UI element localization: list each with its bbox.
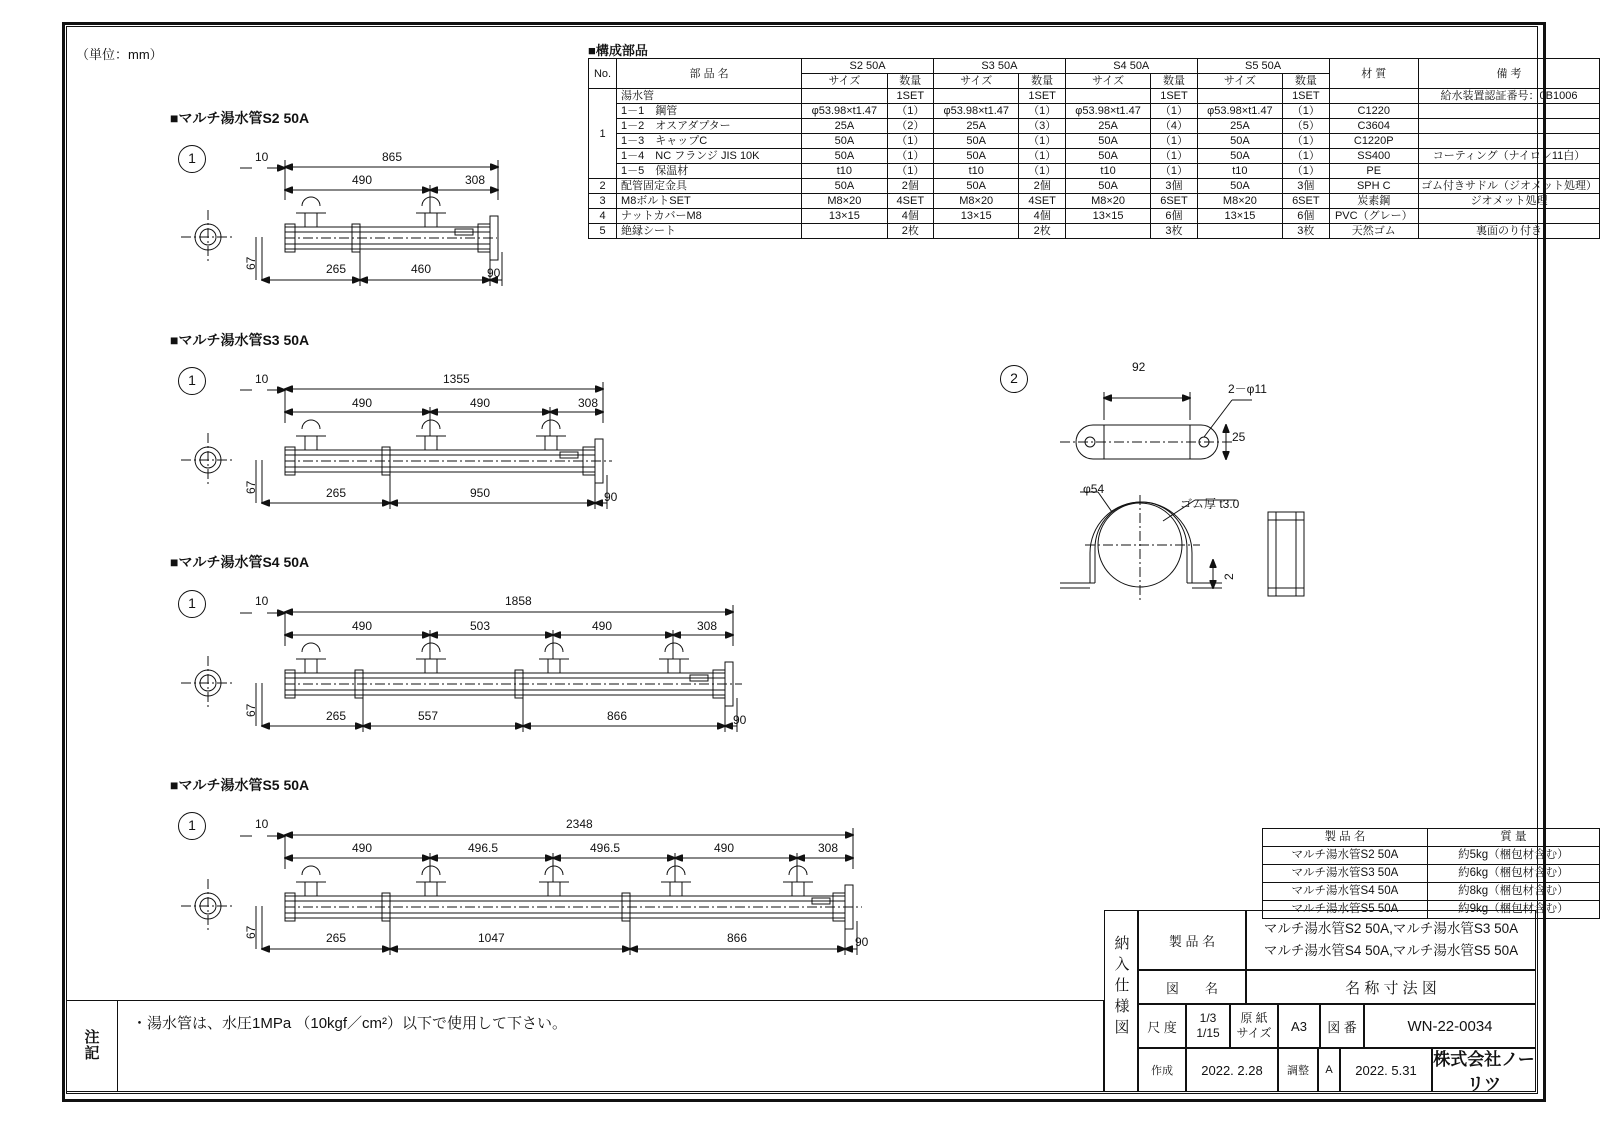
weight-table-row bbox=[1263, 883, 1600, 901]
number-label: 図 番 bbox=[1327, 1019, 1357, 1035]
parts-row-name: ナットカバーM8 bbox=[617, 209, 802, 224]
weight-row-name: マルチ湯水管S3 50A bbox=[1263, 865, 1428, 883]
parts-row-material: SS400 bbox=[1329, 149, 1419, 164]
dim-s2-total: 865 bbox=[382, 150, 403, 164]
parts-cell-5: （1） bbox=[1151, 149, 1197, 164]
parts-row-name: 配管固定金具 bbox=[617, 179, 802, 194]
scale-label: 尺 度 bbox=[1147, 1019, 1177, 1035]
drawing-label-s2: ■マルチ湯水管S2 50A bbox=[170, 110, 310, 126]
product-name-box bbox=[1246, 910, 1536, 970]
parts-row-name: 1－1 鋼管 bbox=[617, 104, 802, 119]
parts-cell-7: （1） bbox=[1283, 134, 1329, 149]
dim-s5-top-0: 490 bbox=[352, 841, 373, 855]
parts-cell-1: 4個 bbox=[887, 209, 933, 224]
parts-cell-5: （1） bbox=[1151, 134, 1197, 149]
parts-cell-4: 50A bbox=[1065, 179, 1151, 194]
parts-cell-3: 4個 bbox=[1019, 209, 1065, 224]
created-value-box bbox=[1186, 1048, 1278, 1092]
parts-cell-3: 2枚 bbox=[1019, 224, 1065, 239]
drawing-label-s3: ■マルチ湯水管S3 50A bbox=[170, 332, 310, 348]
subcol-qty-s4: 数量 bbox=[1151, 74, 1197, 89]
drawing-label: 図 名 bbox=[1165, 980, 1218, 996]
dim-s5-end: 90 bbox=[855, 935, 869, 949]
revised-label-box bbox=[1278, 1048, 1318, 1092]
dim-s3-top-0: 490 bbox=[352, 396, 373, 410]
drawing-label-s4: ■マルチ湯水管S4 50A bbox=[170, 554, 310, 570]
note-text: ・湯水管は、水圧1MPa （10kgf／cm²）以下で使用して下さい。 bbox=[132, 1015, 568, 1032]
dim-s2-bot-1: 460 bbox=[411, 262, 432, 276]
parts-cell-0: M8×20 bbox=[802, 194, 888, 209]
created-value: 2022. 2.28 bbox=[1201, 1062, 1263, 1078]
parts-cell-1: 1SET bbox=[887, 89, 933, 104]
dim-s4-top-2: 490 bbox=[592, 619, 613, 633]
parts-cell-3: （1） bbox=[1019, 134, 1065, 149]
parts-cell-2: t10 bbox=[933, 164, 1019, 179]
subcol-size-s4: サイズ bbox=[1065, 74, 1151, 89]
dim-s2-height: 67 bbox=[244, 256, 258, 270]
parts-cell-0: t10 bbox=[802, 164, 888, 179]
parts-row-name: 1－4 NC フランジ JIS 10K bbox=[617, 149, 802, 164]
parts-cell-6: 50A bbox=[1197, 179, 1283, 194]
subcol-size-s3: サイズ bbox=[933, 74, 1019, 89]
dim-s5-height: 67 bbox=[244, 925, 258, 939]
col-group-s2: S2 50A bbox=[802, 59, 934, 74]
parts-cell-4: 50A bbox=[1065, 149, 1151, 164]
scale-value-2: 1/15 bbox=[1196, 1026, 1220, 1040]
dim-s3-top-1: 490 bbox=[470, 396, 491, 410]
dim-s4-total: 1858 bbox=[505, 594, 532, 608]
parts-row-remark: コーティング（ナイロン11白） bbox=[1419, 149, 1600, 164]
weight-col-name: 製 品 名 bbox=[1263, 829, 1428, 847]
parts-table-title: ■構成部品 bbox=[588, 43, 648, 58]
parts-cell-7: 3枚 bbox=[1283, 224, 1329, 239]
parts-row-remark: 給水装置認証番号：0B1006 bbox=[1419, 89, 1600, 104]
weight-row-name: マルチ湯水管S2 50A bbox=[1263, 847, 1428, 865]
parts-cell-0: 50A bbox=[802, 134, 888, 149]
parts-cell-0: 50A bbox=[802, 179, 888, 194]
parts-cell-6: 25A bbox=[1197, 119, 1283, 134]
col-material: 材 質 bbox=[1329, 59, 1419, 89]
company-box bbox=[1432, 1048, 1536, 1092]
scale-value-box bbox=[1186, 1004, 1230, 1048]
dim-s5-top-4: 308 bbox=[818, 841, 839, 855]
dim-s5-top-3: 490 bbox=[714, 841, 735, 855]
col-group-s3: S3 50A bbox=[933, 59, 1065, 74]
parts-cell-5: 6個 bbox=[1151, 209, 1197, 224]
parts-cell-0: 13×15 bbox=[802, 209, 888, 224]
revised-label: 調整 bbox=[1287, 1065, 1309, 1077]
parts-cell-0: 25A bbox=[802, 119, 888, 134]
subcol-size-s2: サイズ bbox=[802, 74, 888, 89]
parts-row-material: 天然ゴム bbox=[1329, 224, 1419, 239]
parts-cell-2: 50A bbox=[933, 149, 1019, 164]
revised-value: 2022. 5.31 bbox=[1355, 1062, 1417, 1078]
dim-s2-end: 90 bbox=[487, 266, 501, 280]
parts-cell-0: φ53.98×t1.47 bbox=[802, 104, 888, 119]
weight-row-value: 約5kg（梱包材含む） bbox=[1427, 847, 1599, 865]
weight-row-value: 約6kg（梱包材含む） bbox=[1427, 865, 1599, 883]
parts-row-name: 絶縁シート bbox=[617, 224, 802, 239]
dim-s4-top-0: 490 bbox=[352, 619, 373, 633]
subcol-qty-s5: 数量 bbox=[1283, 74, 1329, 89]
col-group-s5: S5 50A bbox=[1197, 59, 1329, 74]
dim-bracket-thickness: 2 bbox=[1222, 573, 1236, 580]
dim-s4-height: 67 bbox=[244, 703, 258, 717]
title-side-label-box bbox=[1104, 910, 1138, 1092]
parts-cell-5: 3個 bbox=[1151, 179, 1197, 194]
subcol-size-s5: サイズ bbox=[1197, 74, 1283, 89]
dim-s3-bot-1: 950 bbox=[470, 486, 491, 500]
parts-cell-1: 2個 bbox=[887, 179, 933, 194]
weight-table-row bbox=[1263, 847, 1600, 865]
scale-value-1: 1/3 bbox=[1199, 1011, 1217, 1025]
dim-s4-left: 10 bbox=[255, 594, 269, 608]
parts-cell-3: 2個 bbox=[1019, 179, 1065, 194]
dim-s3-end: 90 bbox=[604, 490, 618, 504]
parts-row-no: 5 bbox=[589, 224, 617, 239]
balloon-s5: 1 bbox=[178, 812, 206, 840]
paper-label-2: サイズ bbox=[1236, 1026, 1272, 1040]
revised-rev-box bbox=[1318, 1048, 1340, 1092]
paper-label-1: 原 紙 bbox=[1240, 1011, 1268, 1025]
parts-cell-4: 13×15 bbox=[1065, 209, 1151, 224]
drawing-label-s5: ■マルチ湯水管S5 50A bbox=[170, 777, 310, 793]
parts-cell-1: 4SET bbox=[887, 194, 933, 209]
dim-s5-left: 10 bbox=[255, 817, 269, 831]
weight-table-header bbox=[1263, 829, 1600, 847]
dim-s4-bot-1: 557 bbox=[418, 709, 439, 723]
parts-cell-2: 25A bbox=[933, 119, 1019, 134]
parts-cell-1: （1） bbox=[887, 104, 933, 119]
parts-cell-7: 1SET bbox=[1283, 89, 1329, 104]
drawing-name-box bbox=[1246, 970, 1536, 1004]
dim-s5-top-1: 496.5 bbox=[468, 841, 499, 855]
parts-cell-5: （1） bbox=[1151, 104, 1197, 119]
parts-cell-1: （2） bbox=[887, 119, 933, 134]
dim-s3-left: 10 bbox=[255, 372, 269, 386]
parts-row-name: 1－3 キャップC bbox=[617, 134, 802, 149]
parts-row-material: PVC（グレー） bbox=[1329, 209, 1419, 224]
parts-cell-6: 13×15 bbox=[1197, 209, 1283, 224]
dim-s3-height: 67 bbox=[244, 480, 258, 494]
created-label: 作成 bbox=[1151, 1065, 1173, 1077]
subcol-qty-s2: 数量 bbox=[887, 74, 933, 89]
col-no: No. bbox=[589, 59, 617, 89]
parts-cell-2: 13×15 bbox=[933, 209, 1019, 224]
parts-row-material: C1220P bbox=[1329, 134, 1419, 149]
parts-cell-2: 50A bbox=[933, 179, 1019, 194]
revised-value-box bbox=[1340, 1048, 1432, 1092]
weight-row-value: 約8kg（梱包材含む） bbox=[1427, 883, 1599, 901]
number-value: WN-22-0034 bbox=[1407, 1017, 1493, 1035]
parts-row-name: 湯水管 bbox=[617, 89, 802, 104]
parts-cell-3: （3） bbox=[1019, 119, 1065, 134]
dim-bracket-width: 92 bbox=[1132, 360, 1146, 374]
dim-s3-total: 1355 bbox=[443, 372, 470, 386]
product-label: 製 品 名 bbox=[1168, 933, 1216, 949]
parts-cell-3: （1） bbox=[1019, 149, 1065, 164]
balloon-s2: 1 bbox=[178, 145, 206, 173]
parts-row-material: PE bbox=[1329, 164, 1419, 179]
number-label-box bbox=[1320, 1004, 1364, 1048]
parts-cell-2: φ53.98×t1.47 bbox=[933, 104, 1019, 119]
dim-s2-left: 10 bbox=[255, 150, 269, 164]
note-bracket-rubber: ゴム厚 t3.0 bbox=[1180, 497, 1240, 511]
unit-note: （単位：mm） bbox=[76, 47, 163, 62]
dim-bracket-pipe: φ54 bbox=[1083, 482, 1105, 496]
dim-s5-total: 2348 bbox=[566, 817, 593, 831]
subcol-qty-s3: 数量 bbox=[1019, 74, 1065, 89]
parts-cell-7: （1） bbox=[1283, 164, 1329, 179]
parts-cell-7: （1） bbox=[1283, 149, 1329, 164]
dim-s4-end: 90 bbox=[733, 713, 747, 727]
parts-row-material: C1220 bbox=[1329, 104, 1419, 119]
dim-s5-bot-1: 1047 bbox=[478, 931, 505, 945]
parts-row-remark: ジオメット処理 bbox=[1419, 194, 1600, 209]
parts-row-no: 2 bbox=[589, 179, 617, 194]
parts-row-no: 3 bbox=[589, 194, 617, 209]
parts-cell-4: 25A bbox=[1065, 119, 1151, 134]
parts-row-remark: ゴム付きサドル（ジオメット処理） bbox=[1419, 179, 1600, 194]
parts-cell-6: M8×20 bbox=[1197, 194, 1283, 209]
parts-row-name: M8ボルトSET bbox=[617, 194, 802, 209]
parts-row-remark: 裏面のり付き bbox=[1419, 224, 1600, 239]
weight-row-value: 約9kg（梱包材含む） bbox=[1427, 901, 1599, 919]
parts-cell-1: 2枚 bbox=[887, 224, 933, 239]
dim-s3-bot-0: 265 bbox=[326, 486, 347, 500]
dim-s2-top-1: 308 bbox=[465, 173, 486, 187]
parts-cell-3: （1） bbox=[1019, 104, 1065, 119]
parts-cell-5: 3枚 bbox=[1151, 224, 1197, 239]
parts-cell-6: t10 bbox=[1197, 164, 1283, 179]
parts-cell-0: 50A bbox=[802, 149, 888, 164]
parts-cell-1: （1） bbox=[887, 149, 933, 164]
parts-cell-7: （1） bbox=[1283, 104, 1329, 119]
dim-s5-bot-2: 866 bbox=[727, 931, 748, 945]
parts-cell-1: （1） bbox=[887, 134, 933, 149]
parts-cell-4: φ53.98×t1.47 bbox=[1065, 104, 1151, 119]
product-name-line2: マルチ湯水管S4 50A,マルチ湯水管S5 50A bbox=[1263, 943, 1519, 958]
weight-row-name: マルチ湯水管S4 50A bbox=[1263, 883, 1428, 901]
dim-s2-bot-0: 265 bbox=[326, 262, 347, 276]
parts-cell-5: 6SET bbox=[1151, 194, 1197, 209]
title-side-label: 納 入 仕 様 図 bbox=[1114, 935, 1130, 1036]
parts-cell-7: 6個 bbox=[1283, 209, 1329, 224]
weight-table bbox=[1262, 828, 1600, 919]
parts-cell-3: （1） bbox=[1019, 164, 1065, 179]
weight-row-name: マルチ湯水管S5 50A bbox=[1263, 901, 1428, 919]
balloon-bracket: 2 bbox=[1000, 365, 1028, 393]
drawing-label-box bbox=[1138, 970, 1246, 1004]
parts-cell-6: 50A bbox=[1197, 134, 1283, 149]
dim-bracket-height: 25 bbox=[1232, 430, 1246, 444]
parts-row-material: C3604 bbox=[1329, 119, 1419, 134]
parts-cell-7: （5） bbox=[1283, 119, 1329, 134]
parts-cell-7: 6SET bbox=[1283, 194, 1329, 209]
parts-cell-4: t10 bbox=[1065, 164, 1151, 179]
product-name-line1: マルチ湯水管S2 50A,マルチ湯水管S3 50A bbox=[1263, 921, 1519, 936]
product-label-box bbox=[1138, 910, 1246, 970]
col-name: 部 品 名 bbox=[617, 59, 802, 89]
dim-s4-top-3: 308 bbox=[697, 619, 718, 633]
balloon-s3: 1 bbox=[178, 367, 206, 395]
paper-label-box bbox=[1230, 1004, 1278, 1048]
note-label-box bbox=[66, 1000, 118, 1092]
paper-value: A3 bbox=[1291, 1018, 1307, 1034]
dim-s3-top-2: 308 bbox=[578, 396, 599, 410]
parts-cell-4: 50A bbox=[1065, 134, 1151, 149]
note-bracket-holes: 2－φ11 bbox=[1228, 382, 1267, 396]
col-remarks: 備 考 bbox=[1419, 59, 1600, 89]
parts-cell-5: （1） bbox=[1151, 164, 1197, 179]
dim-s5-bot-0: 265 bbox=[326, 931, 347, 945]
col-group-s4: S4 50A bbox=[1065, 59, 1197, 74]
parts-cell-5: 1SET bbox=[1151, 89, 1197, 104]
parts-cell-7: 3個 bbox=[1283, 179, 1329, 194]
parts-cell-6: 50A bbox=[1197, 149, 1283, 164]
dim-s2-top-0: 490 bbox=[352, 173, 373, 187]
parts-row-no: 1 bbox=[589, 89, 617, 179]
parts-row-material: SPH C bbox=[1329, 179, 1419, 194]
parts-cell-3: 4SET bbox=[1019, 194, 1065, 209]
scale-label-box bbox=[1138, 1004, 1186, 1048]
parts-cell-3: 1SET bbox=[1019, 89, 1065, 104]
parts-row-no: 4 bbox=[589, 209, 617, 224]
dim-s5-top-2: 496.5 bbox=[590, 841, 621, 855]
note-label-line1: 注 bbox=[84, 1029, 100, 1046]
drawing-name: 名 称 寸 法 図 bbox=[1345, 979, 1437, 997]
dim-s4-bot-0: 265 bbox=[326, 709, 347, 723]
parts-cell-2: 50A bbox=[933, 134, 1019, 149]
revised-rev: A bbox=[1325, 1064, 1333, 1076]
dim-s4-top-1: 503 bbox=[470, 619, 491, 633]
number-value-box bbox=[1364, 1004, 1536, 1048]
weight-table-row bbox=[1263, 865, 1600, 883]
paper-value-box bbox=[1278, 1004, 1320, 1048]
parts-cell-1: （1） bbox=[887, 164, 933, 179]
company-name: 株式会社ノーリツ bbox=[1433, 1050, 1535, 1094]
parts-cell-2: M8×20 bbox=[933, 194, 1019, 209]
parts-row-material: 炭素鋼 bbox=[1329, 194, 1419, 209]
note-label-line2: 記 bbox=[84, 1045, 100, 1062]
parts-cell-6: φ53.98×t1.47 bbox=[1197, 104, 1283, 119]
dim-s4-bot-2: 866 bbox=[607, 709, 628, 723]
weight-col-weight: 質 量 bbox=[1427, 829, 1599, 847]
parts-cell-4: M8×20 bbox=[1065, 194, 1151, 209]
parts-cell-5: （4） bbox=[1151, 119, 1197, 134]
parts-row-name: 1－2 オスアダプター bbox=[617, 119, 802, 134]
parts-row-name: 1－5 保温材 bbox=[617, 164, 802, 179]
created-label-box bbox=[1138, 1048, 1186, 1092]
balloon-s4: 1 bbox=[178, 590, 206, 618]
